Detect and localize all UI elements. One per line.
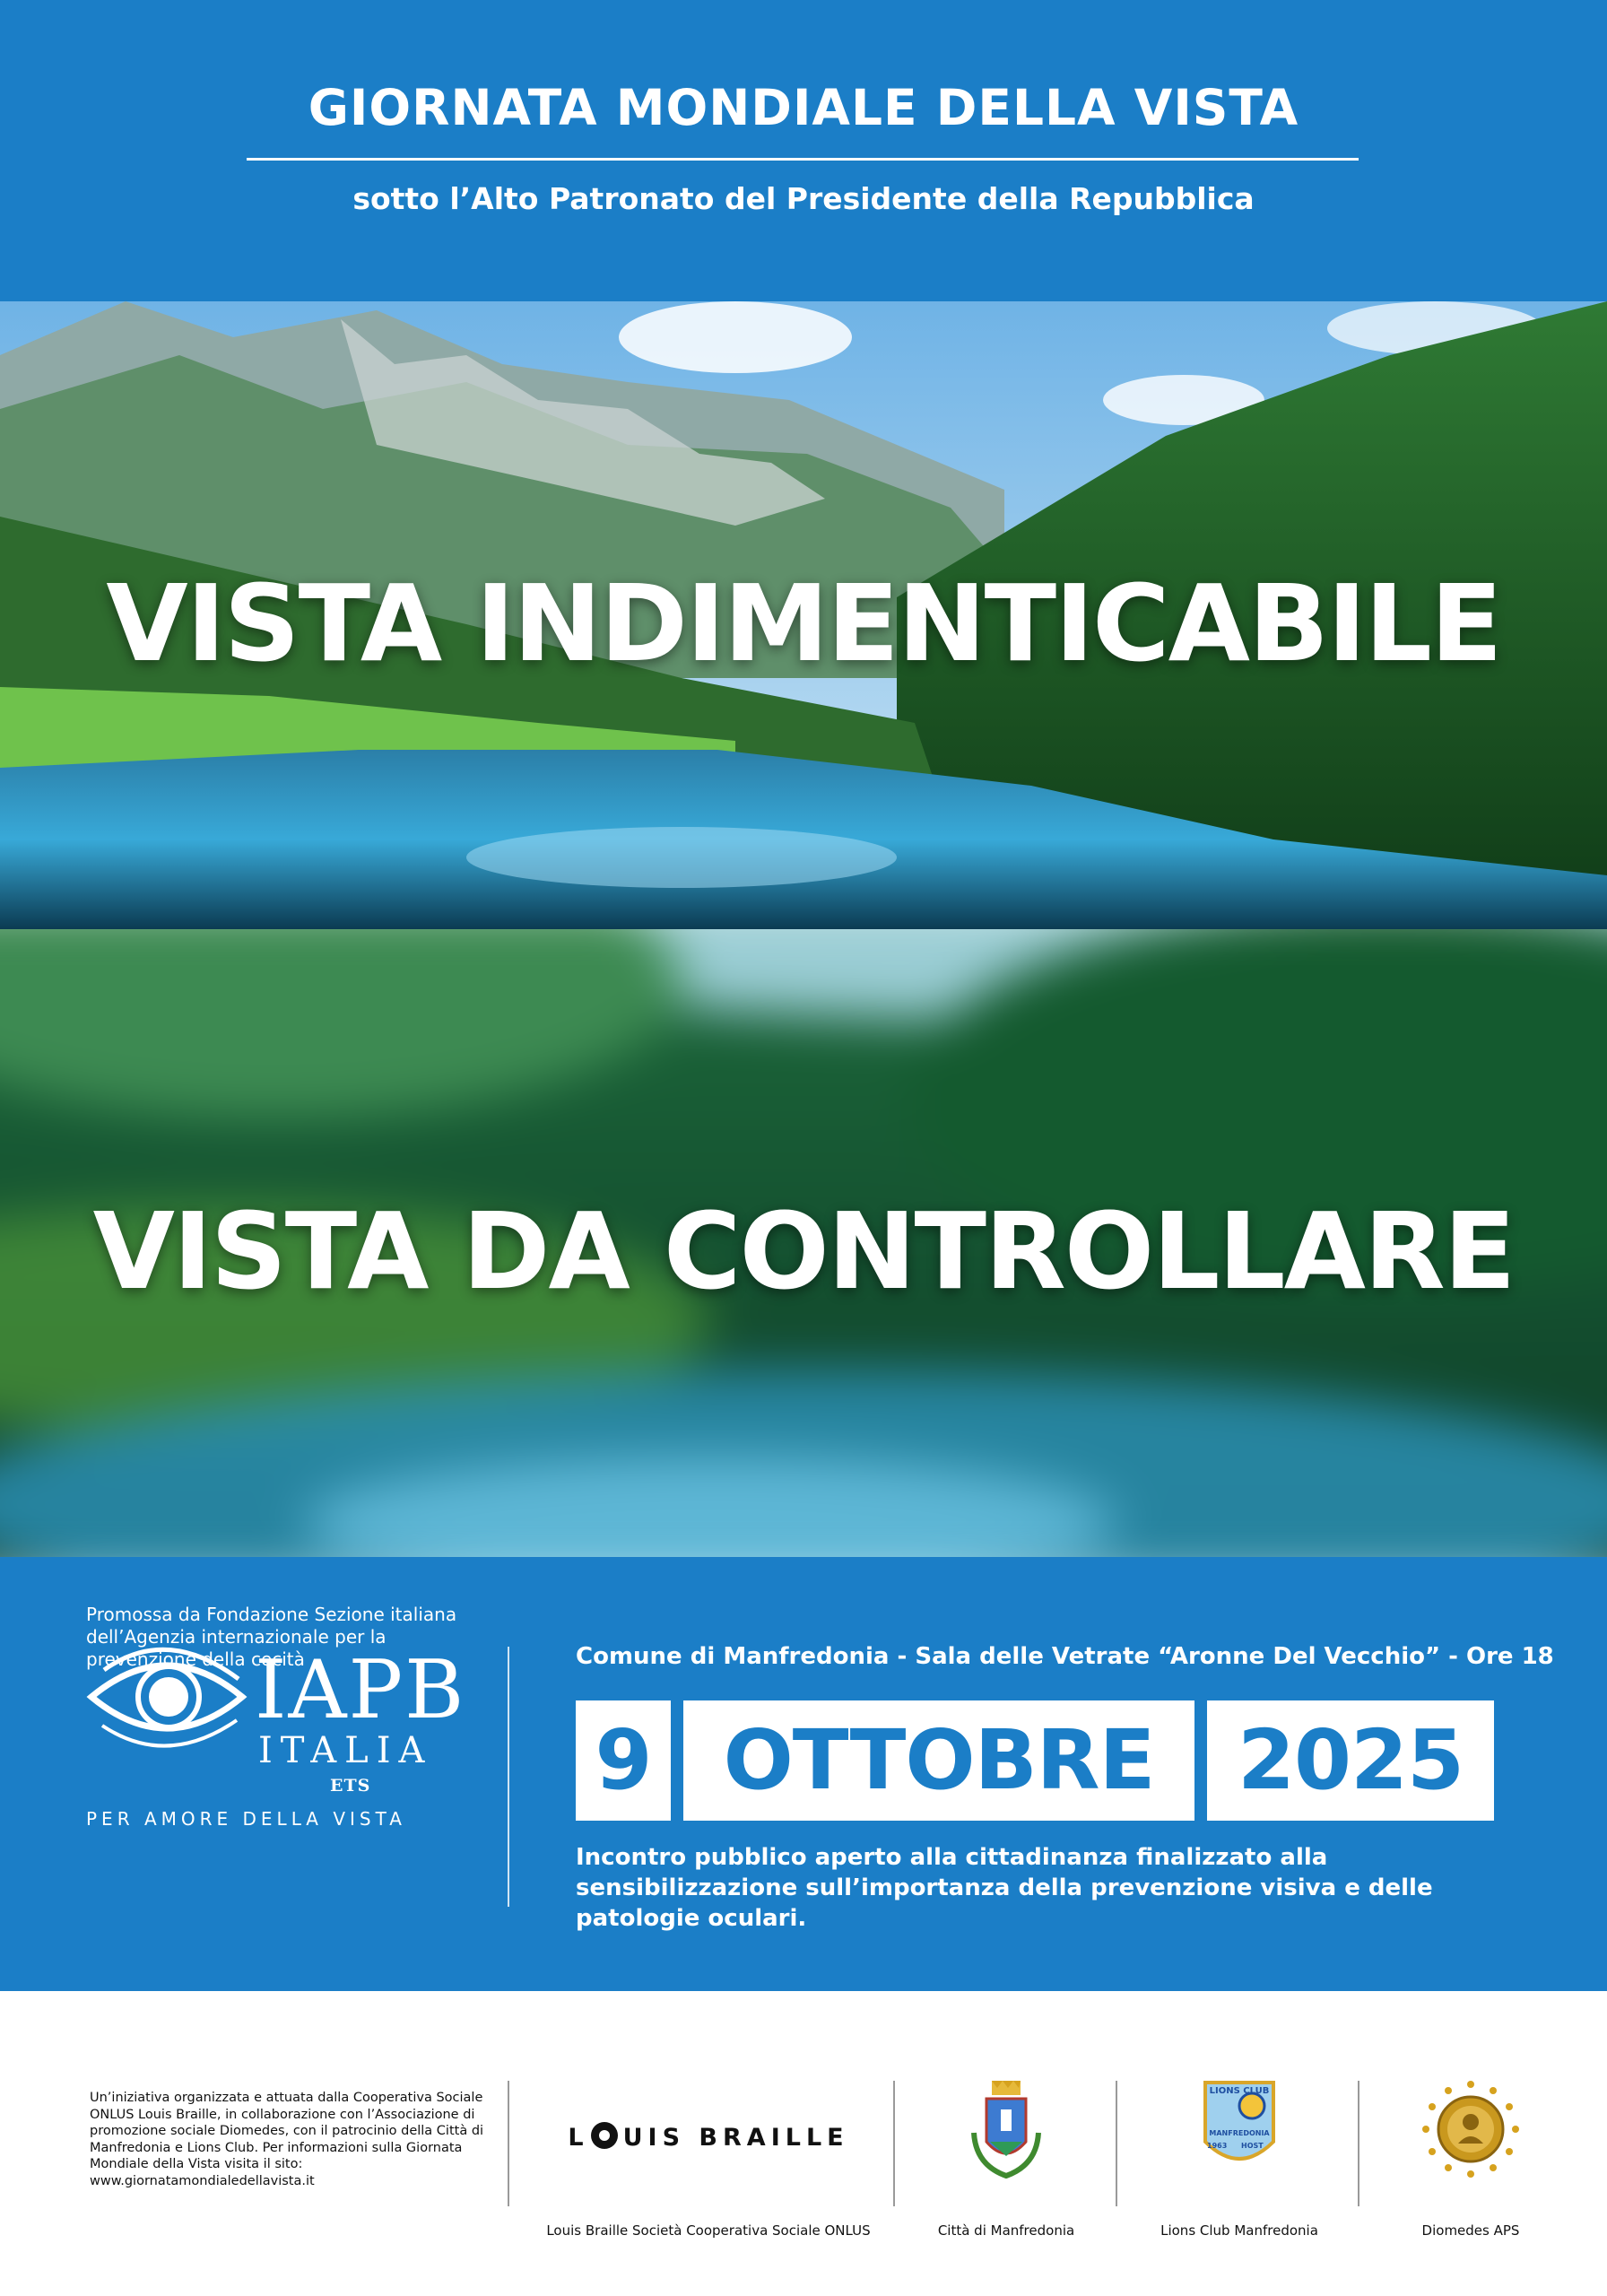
logo-tagline: PER AMORE DELLA VISTA [86, 1808, 406, 1830]
louis-braille-logo-rest: UIS BRAILLE [622, 2124, 849, 2152]
date-month: OTTOBRE [683, 1700, 1194, 1821]
logo-suffix-text: ETS [330, 1776, 371, 1796]
sponsor-caption: Città di Manfredonia [937, 2222, 1075, 2239]
coat-of-arms-icon [961, 2079, 1051, 2187]
date-year: 2025 [1207, 1700, 1494, 1821]
sponsor-caption: Louis Braille Società Cooperativa Sociale ONLUS [546, 2222, 871, 2239]
footer-divider [893, 2081, 895, 2206]
event-description: Incontro pubblico aperto alla cittadinanza finalizzato alla sensibilizzazione sull’importanza della prevenzione visiva e delle patologie oculari. [576, 1844, 1433, 1932]
braille-dot-icon [591, 2122, 618, 2149]
title-divider [247, 158, 1359, 161]
info-divider [508, 1647, 509, 1907]
headline-bottom: VISTA DA CONTROLLARE [92, 1189, 1515, 1313]
header-band [0, 0, 1607, 301]
sponsor-caption: Lions Club Manfredonia [1160, 2222, 1318, 2239]
venue-line: Comune di Manfredonia - Sala delle Vetrate “Aronne Del Vecchio” - Ore 18 [576, 1643, 1554, 1670]
sponsor-caption: Diomedes APS [1421, 2222, 1520, 2239]
date-day: 9 [576, 1700, 671, 1821]
iapb-logo [86, 1643, 466, 1858]
campaign-title: GIORNATA MONDIALE DELLA VISTA [308, 79, 1299, 136]
footer [0, 1991, 1607, 2296]
logo-country-text: ITALIA [258, 1730, 433, 1771]
footer-note: Un’iniziativa organizzata e attuata dalla Cooperativa Sociale ONLUS Louis Braille, in collaborazione con l’Associazione di promozione sociale Diomedes, con il patrocinio della Città di Manfredonia e Lions Club. Per informazioni sulla Giornata Mondiale della Vista visita il sito: www.giornatamondialedellavista.it [90, 2091, 484, 2188]
lions-logo-year: 1963 [1207, 2142, 1228, 2150]
landscape-photo-blurred [0, 929, 1607, 1557]
logo-brand-text: IAPB [255, 1643, 466, 1737]
louis-braille-logo-l: L [568, 2124, 589, 2152]
lions-logo-top: LIONS CLUB [1209, 2086, 1270, 2096]
louis-braille-logo [556, 2122, 861, 2158]
organizer-description-text: Promossa da Fondazione Sezione italiana dell’Agenzia internazionale per la prevenzione della cecità [86, 1604, 457, 1670]
event-date [576, 1700, 1494, 1821]
lions-logo-mid: MANFREDONIA [1209, 2129, 1270, 2137]
headline-top: VISTA INDIMENTICABILE [106, 561, 1501, 685]
footer-divider [1116, 2081, 1117, 2206]
footer-divider [508, 2081, 509, 2206]
lions-logo-host: HOST [1241, 2142, 1264, 2150]
footer-divider [1358, 2081, 1359, 2206]
organizer-description [86, 1604, 463, 1671]
diomedes-medal-icon [1417, 2075, 1524, 2183]
campaign-subtitle: sotto l’Alto Patronato del Presidente della Repubblica [352, 181, 1255, 216]
landscape-photo-sharp [0, 301, 1607, 929]
